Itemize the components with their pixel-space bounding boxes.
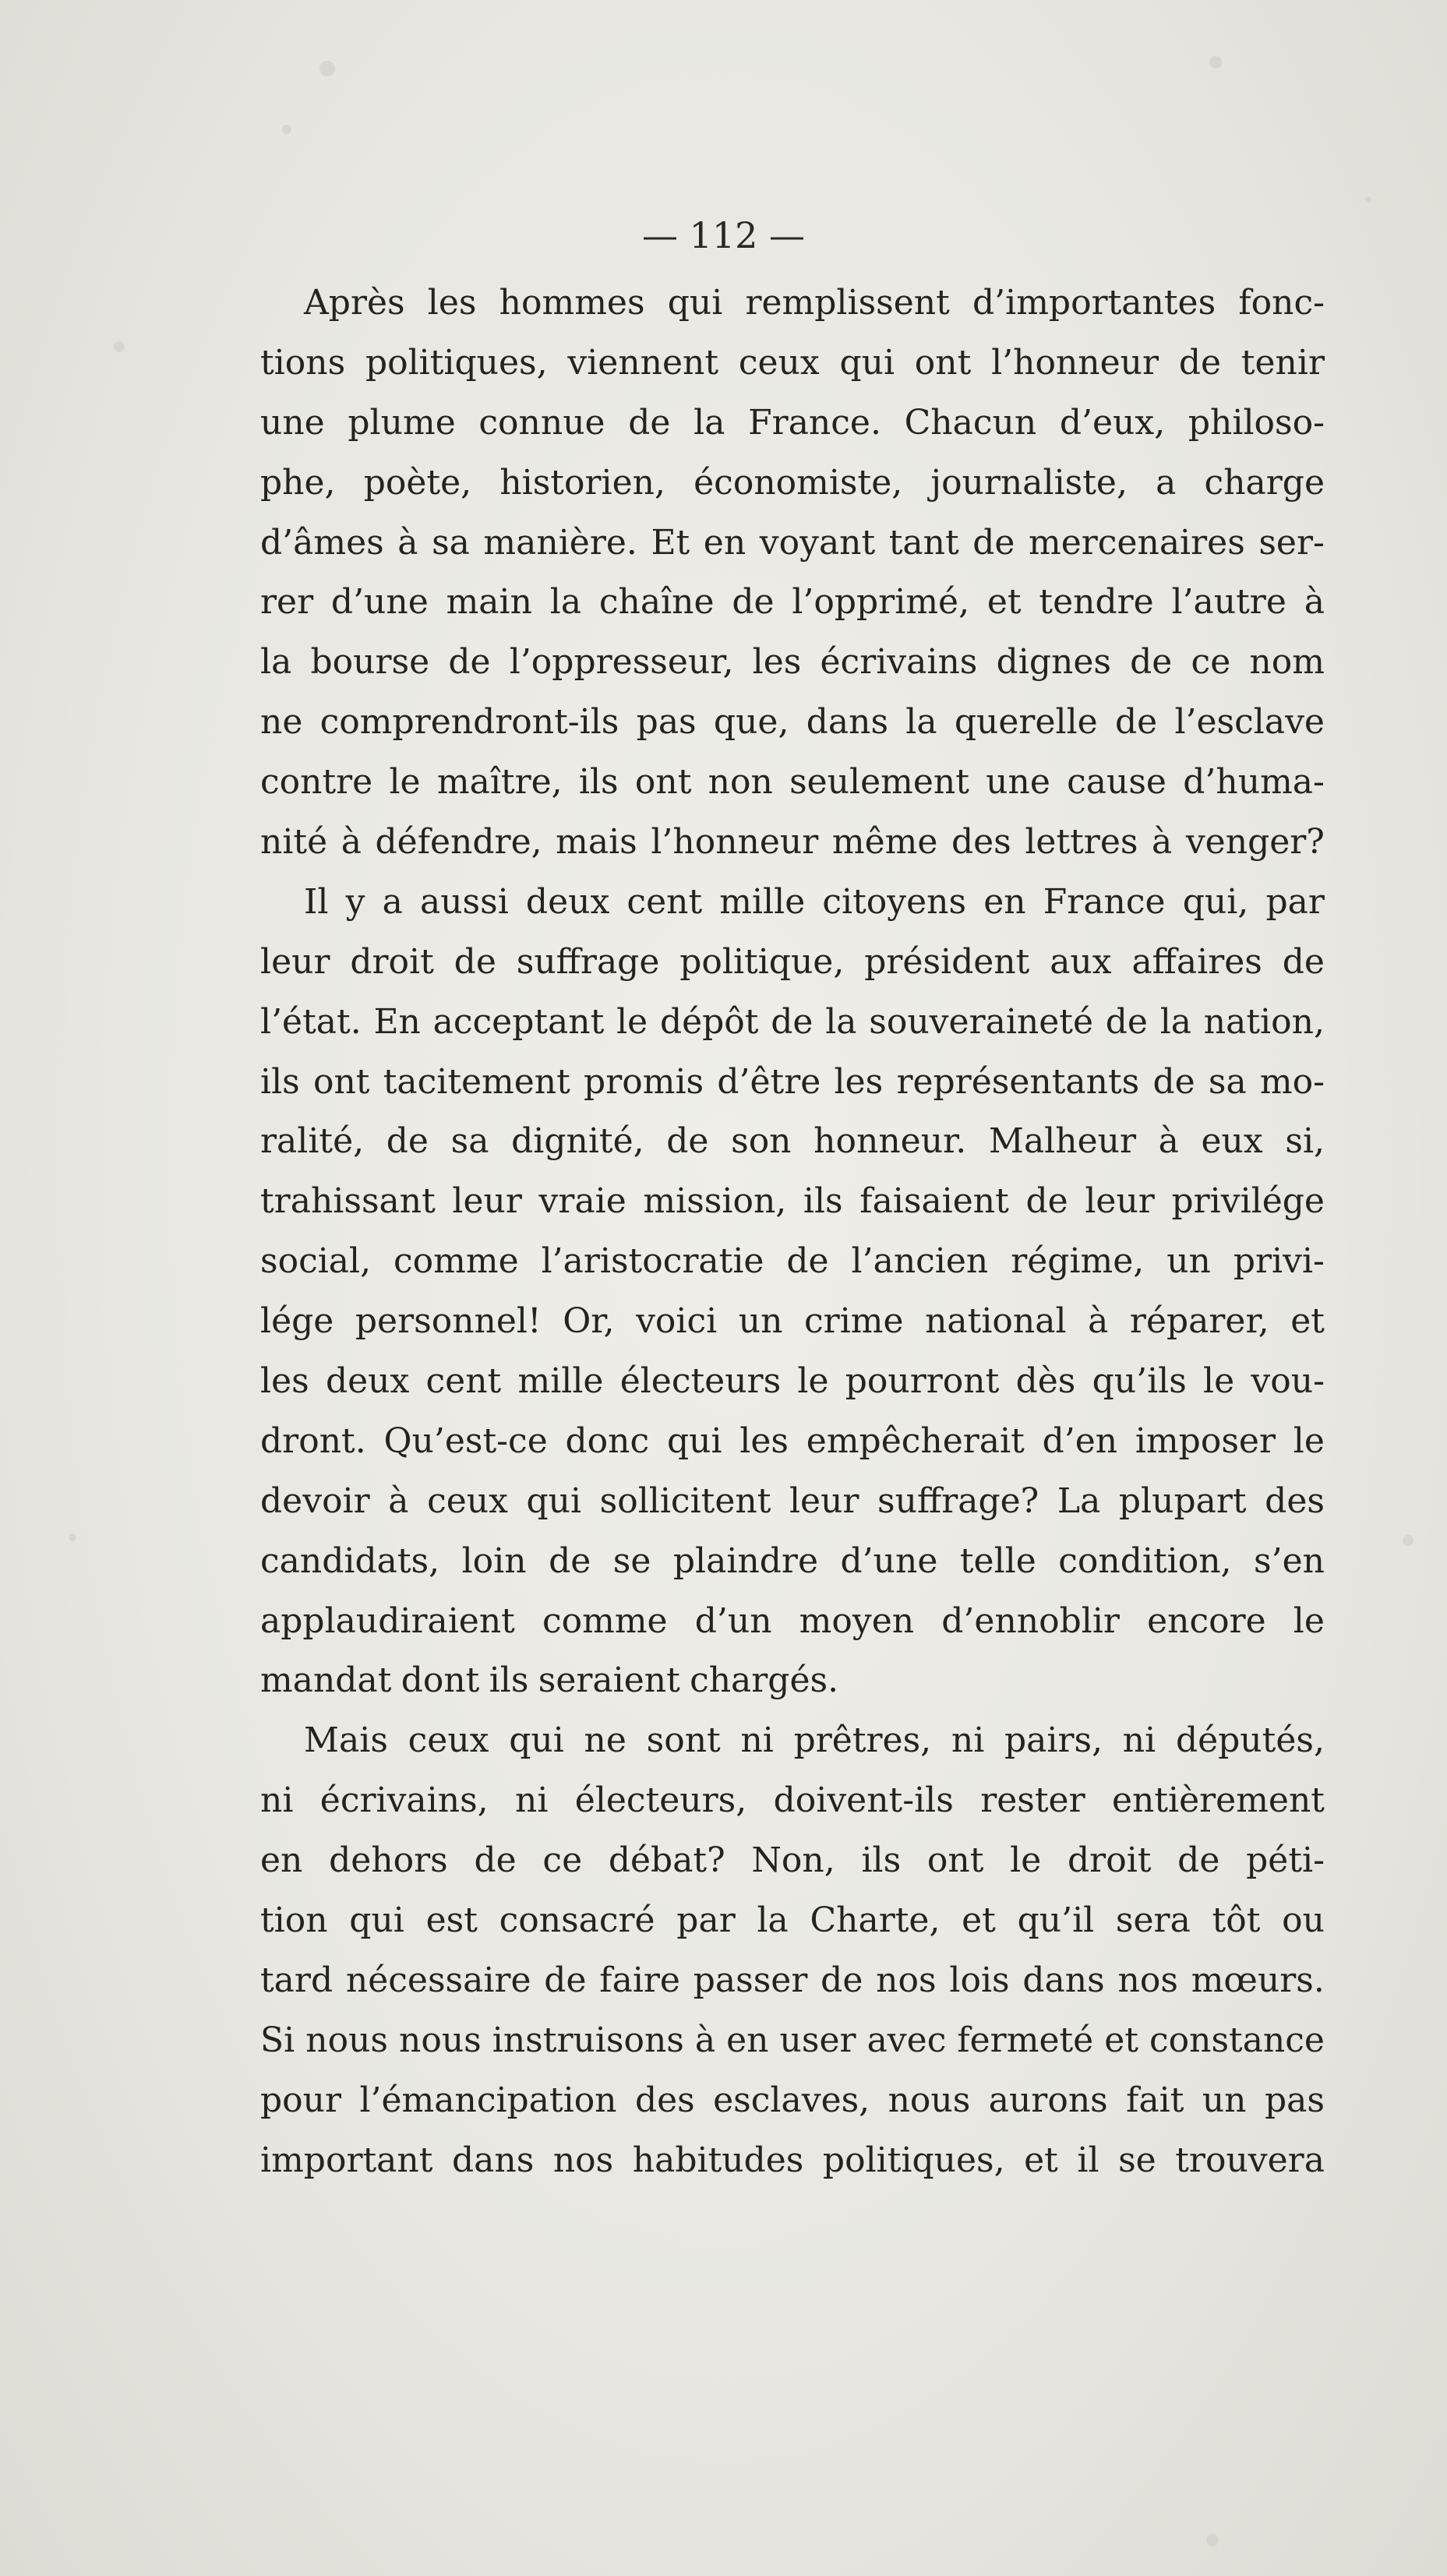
text-line: ne comprendront-ils pas que, dans la querelle de l’esclave	[260, 702, 1325, 743]
paper-spot	[69, 1533, 76, 1541]
text-line: tions politiques, viennent ceux qui ont l’honneur de tenir	[260, 342, 1325, 383]
paragraph	[260, 1711, 1325, 2190]
text-line: applaudiraient comme d’un moyen d’ennoblir encore le	[260, 1600, 1325, 1641]
text-line: important dans nos habitudes politiques, et il se trouvera	[260, 2140, 1325, 2180]
text-line: une plume connue de la France. Chacun d’eux, philoso-	[260, 402, 1325, 443]
text-line: Mais ceux qui ne sont ni prêtres, ni pairs, ni députés,	[304, 1720, 1325, 1761]
text-line: dront. Qu’est-ce donc qui les empêcherait d’en imposer le	[260, 1420, 1325, 1461]
text-line: contre le maître, ils ont non seulement une cause d’huma-	[260, 762, 1325, 803]
page-text	[260, 273, 1325, 2191]
text-line: devoir à ceux qui sollicitent leur suffrage? La plupart des	[260, 1480, 1325, 1521]
text-line: rer d’une main la chaîne de l’opprimé, et tendre l’autre à	[260, 582, 1325, 623]
text-line: leur droit de suffrage politique, président aux affaires de	[260, 941, 1325, 982]
paper-spot	[282, 125, 291, 134]
text-line: tion qui est consacré par la Charte, et qu’il sera tôt ou	[260, 1900, 1325, 1941]
text-line: ils ont tacitement promis d’être les représentants de sa mo-	[260, 1061, 1325, 1102]
paper-spot	[1365, 196, 1371, 203]
text-line: lége personnel! Or, voici un crime national à réparer, et	[260, 1301, 1325, 1342]
paper-spot	[1206, 2534, 1219, 2546]
text-line: nité à défendre, mais l’honneur même des lettres à venger?	[260, 822, 1325, 863]
text-line: d’âmes à sa manière. Et en voyant tant de mercenaires ser-	[260, 522, 1325, 563]
page-number-header: — 112 —	[641, 214, 806, 256]
paragraph	[260, 873, 1325, 1711]
paper-spot	[319, 61, 335, 76]
text-line: social, comme l’aristocratie de l’ancien régime, un privi-	[260, 1241, 1325, 1282]
text-line: candidats, loin de se plaindre d’une telle condition, s’en	[260, 1540, 1325, 1581]
text-line: trahissant leur vraie mission, ils faisaient de leur privilége	[260, 1181, 1325, 1222]
paper-spot	[114, 341, 125, 352]
text-line: en dehors de ce débat? Non, ils ont le droit de péti-	[260, 1840, 1325, 1881]
paper-spot	[1403, 1535, 1413, 1546]
text-line: la bourse de l’oppresseur, les écrivains dignes de ce nom	[260, 642, 1325, 683]
text-line: ralité, de sa dignité, de son honneur. Malheur à eux si,	[260, 1121, 1325, 1162]
text-line: Après les hommes qui remplissent d’importantes fonc-	[304, 283, 1325, 323]
text-line: mandat dont ils seraient chargés.	[260, 1660, 839, 1701]
text-line: l’état. En acceptant le dépôt de la souveraineté de la nation,	[260, 1001, 1325, 1042]
text-line: tard nécessaire de faire passer de nos lois dans nos mœurs.	[260, 1960, 1325, 2000]
text-line: pour l’émancipation des esclaves, nous aurons fait un pas	[260, 2080, 1325, 2120]
text-line: Si nous nous instruisons à en user avec fermeté et constance	[260, 2020, 1325, 2060]
paper-spot	[1209, 56, 1222, 69]
text-line: Il y a aussi deux cent mille citoyens en France qui, par	[304, 881, 1325, 922]
text-line: les deux cent mille électeurs le pourront dès qu’ils le vou-	[260, 1361, 1325, 1402]
text-line: phe, poète, historien, économiste, journaliste, a charge	[260, 462, 1325, 503]
text-line: ni écrivains, ni électeurs, doivent-ils rester entièrement	[260, 1780, 1325, 1821]
paragraph	[260, 273, 1325, 873]
